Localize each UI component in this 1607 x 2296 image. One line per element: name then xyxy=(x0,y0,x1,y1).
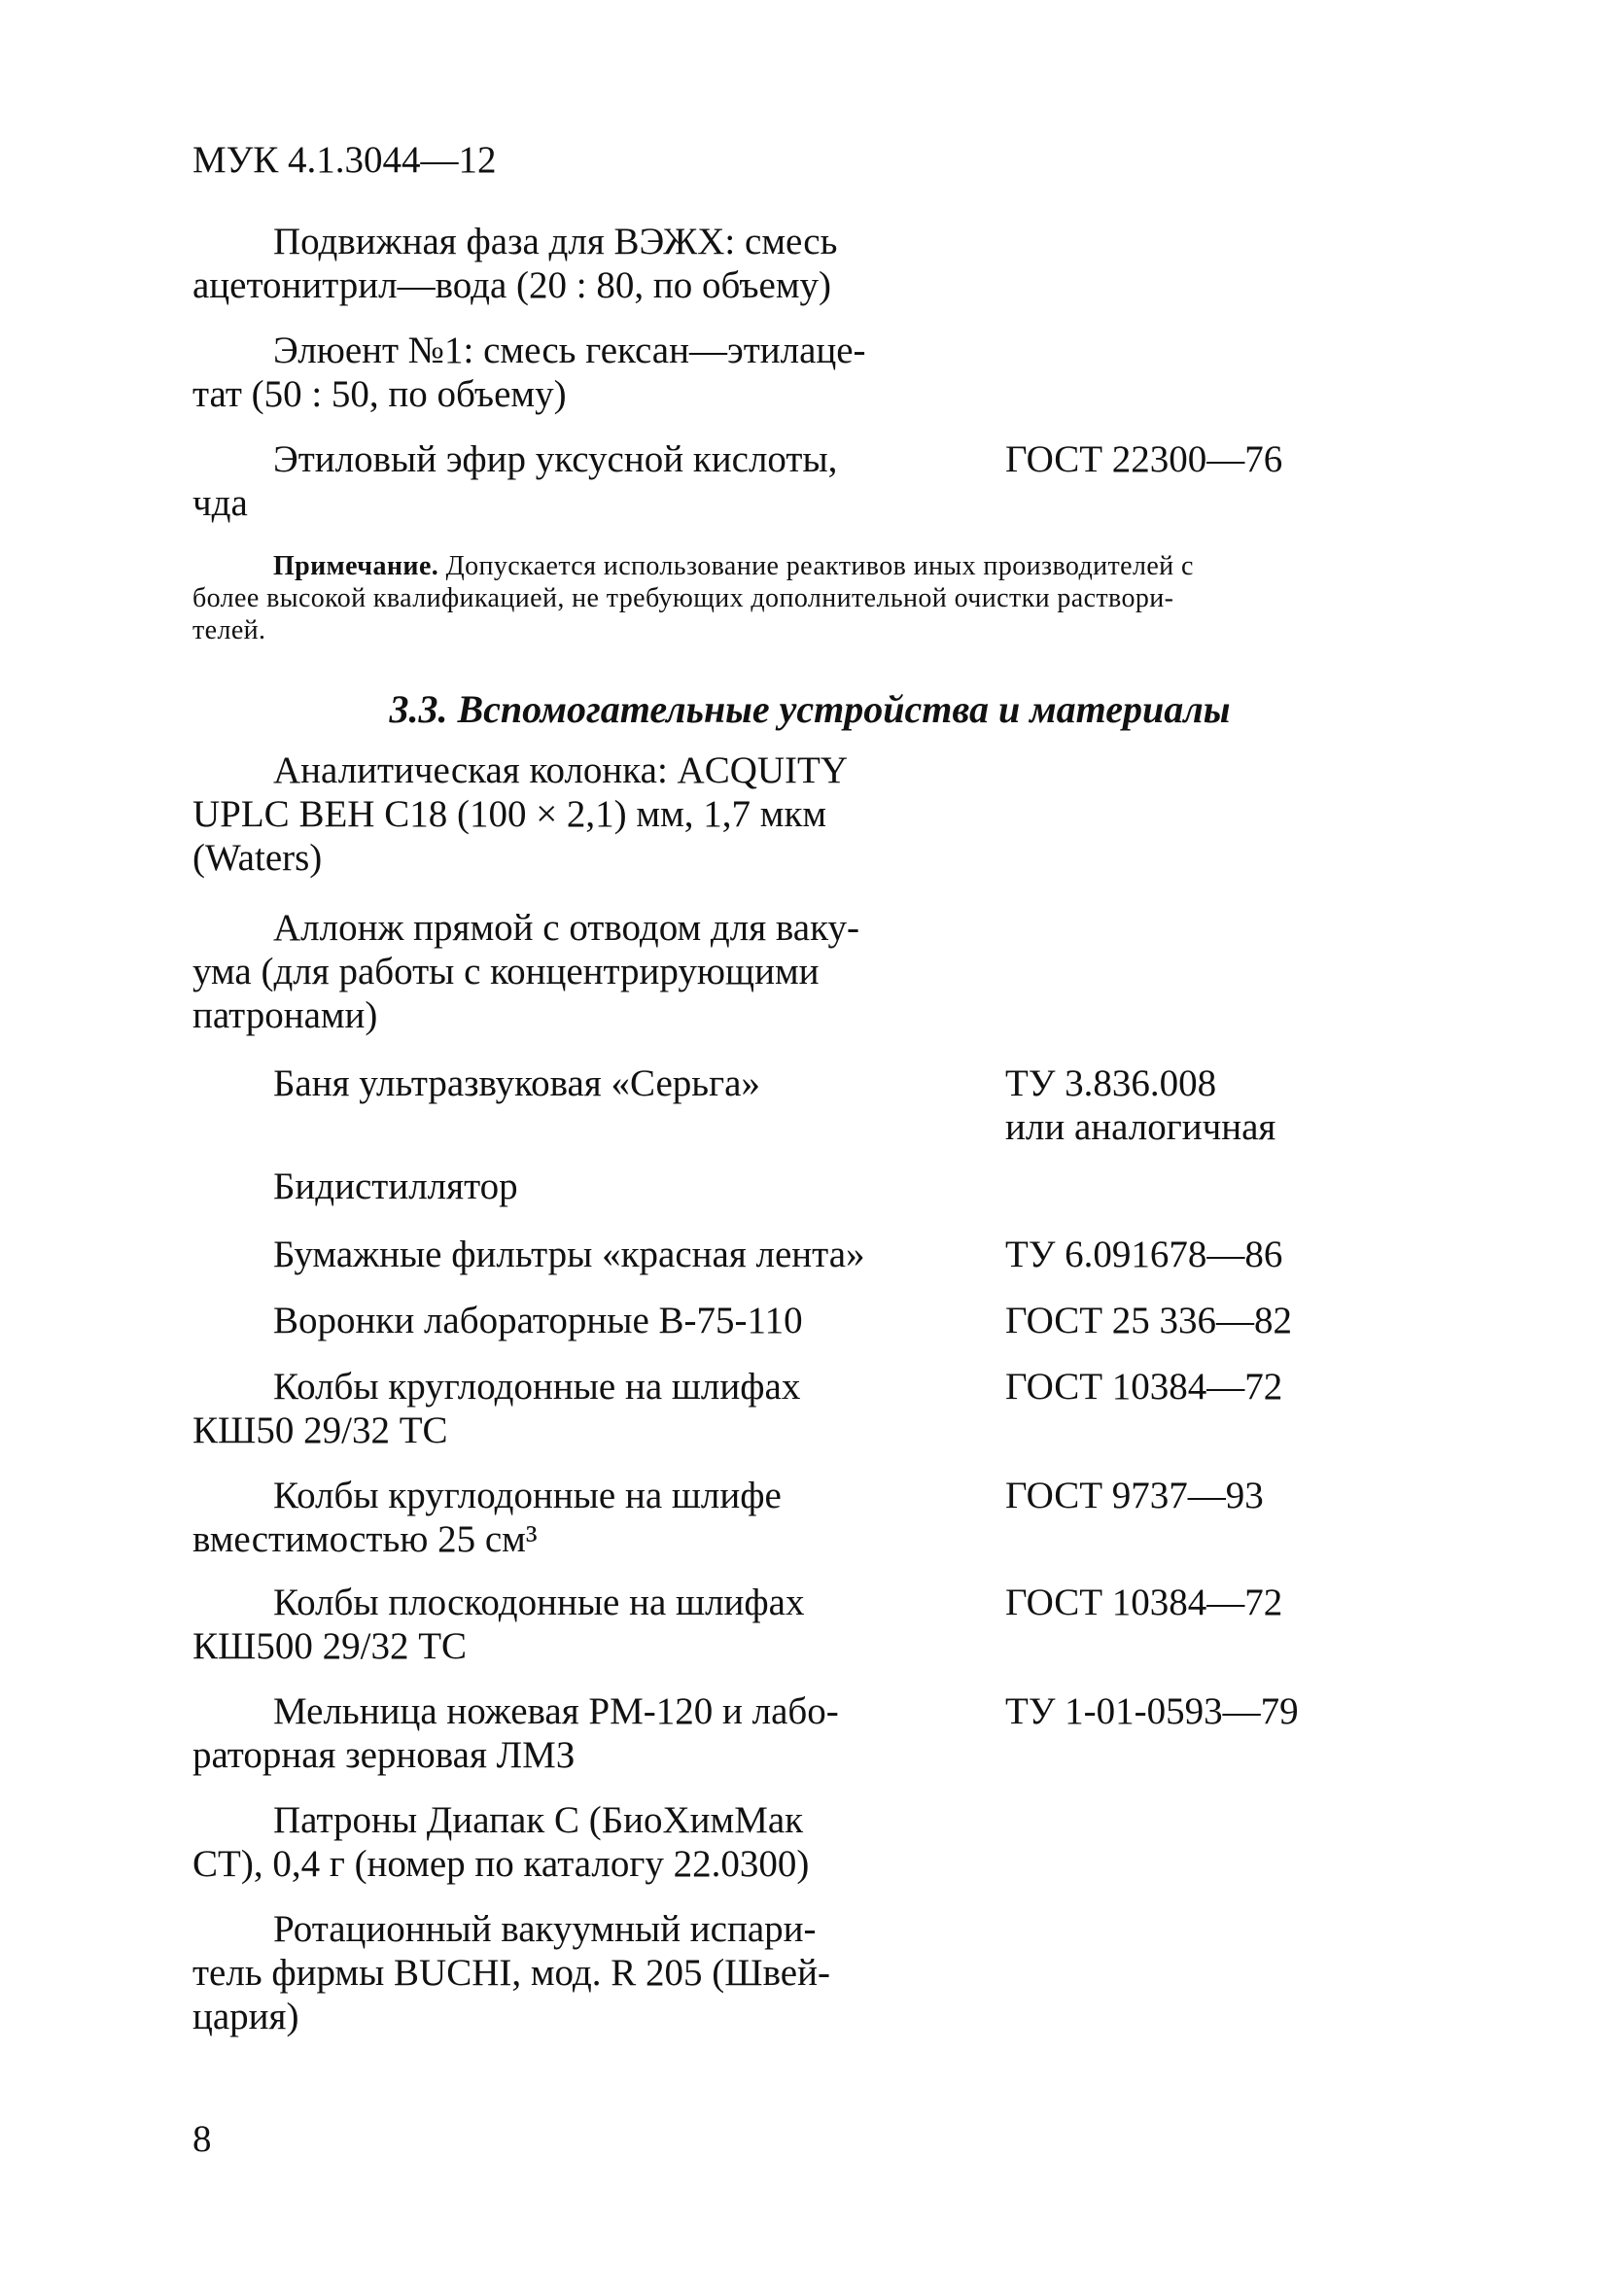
entry-line: ума (для работы с концентрирующими xyxy=(192,951,820,992)
note-block xyxy=(192,550,1427,646)
entry-description xyxy=(192,1165,951,1208)
entry-line: (Waters) xyxy=(192,837,323,879)
entry-standard xyxy=(1005,1581,1394,1624)
entry-line: Баня ультразвуковая «Серьга» xyxy=(273,1062,760,1104)
entry-description xyxy=(192,1689,951,1777)
note-line: телей. xyxy=(192,615,266,645)
standard-line: ТУ 1-01-0593—79 xyxy=(1005,1690,1299,1732)
note-line xyxy=(192,550,1427,582)
entry-line: ацетонитрил—вода (20 : 80, по объему) xyxy=(192,264,832,306)
entry-line: Этиловый эфир уксусной кислоты, xyxy=(273,438,838,480)
entry-line: Колбы круглодонные на шлифе xyxy=(273,1475,782,1516)
standard-line: ГОСТ 10384—72 xyxy=(1005,1582,1283,1623)
entry-description xyxy=(192,1061,951,1105)
entry-description xyxy=(192,1907,951,2038)
entry-description xyxy=(192,1581,951,1668)
entry-line: Патроны Диапак С (БиоХимМак xyxy=(273,1799,804,1841)
entry-line: Аналитическая колонка: ACQUITY xyxy=(273,749,849,791)
entry-line: Бидистиллятор xyxy=(273,1165,518,1207)
entry-description xyxy=(192,748,951,880)
entry-standard xyxy=(1005,1061,1394,1149)
standard-line: ТУ 6.091678—86 xyxy=(1005,1234,1283,1275)
entry-line: раторная зерновая ЛМЗ xyxy=(192,1734,576,1776)
entry-line: Элюент №1: смесь гексан—этилаце- xyxy=(273,330,866,371)
entry-line: патронами) xyxy=(192,994,378,1036)
entry-standard xyxy=(1005,1689,1394,1733)
entry-line: Воронки лабораторные В-75-110 xyxy=(273,1300,803,1341)
entry-standard xyxy=(1005,1233,1394,1276)
entry-standard xyxy=(1005,1474,1394,1517)
entry-line: Ротационный вакуумный испари- xyxy=(273,1908,817,1950)
entry-description xyxy=(192,1299,951,1342)
entry-description xyxy=(192,1233,951,1276)
entry-description xyxy=(192,437,951,525)
entry-line: тат (50 : 50, по объему) xyxy=(192,373,567,415)
entry-line: КШ500 29/32 ТС xyxy=(192,1625,468,1667)
entry-line: Подвижная фаза для ВЭЖХ: смесь xyxy=(273,221,838,262)
standard-line: ТУ 3.836.008 xyxy=(1005,1062,1217,1104)
standard-line: ГОСТ 9737—93 xyxy=(1005,1475,1264,1516)
entry-line: Аллонж прямой с отводом для ваку- xyxy=(273,907,859,949)
entry-line: тель фирмы BUCHI, мод. R 205 (Швей- xyxy=(192,1952,830,1994)
entry-standard xyxy=(1005,437,1394,481)
note-text: Допускается использование реактивов иных производителей с xyxy=(445,551,1194,581)
standard-line: ГОСТ 25 336—82 xyxy=(1005,1300,1293,1341)
entry-line: UPLC BEH C18 (100 × 2,1) мм, 1,7 мкм xyxy=(192,793,827,835)
standard-line: ГОСТ 22300—76 xyxy=(1005,438,1283,480)
page-number: 8 xyxy=(192,2118,212,2160)
entry-line: Колбы плоскодонные на шлифах xyxy=(273,1582,805,1623)
entry-standard xyxy=(1005,1299,1394,1342)
note-line: более высокой квалификацией, не требующих дополнительной очистки раствори- xyxy=(192,583,1174,613)
entry-description xyxy=(192,906,951,1037)
section-heading: 3.3. Вспомогательные устройства и материалы xyxy=(389,687,1231,731)
entry-line: цария) xyxy=(192,1996,299,2037)
entry-line: Колбы круглодонные на шлифах xyxy=(273,1366,801,1408)
entry-line: вместимостью 25 см³ xyxy=(192,1518,538,1560)
entry-description xyxy=(192,1365,951,1452)
entry-line: чда xyxy=(192,482,248,524)
entry-line: СТ), 0,4 г (номер по каталогу 22.0300) xyxy=(192,1843,810,1885)
note-label: Примечание. xyxy=(273,551,439,581)
entry-description xyxy=(192,220,951,307)
entry-line: КШ50 29/32 ТС xyxy=(192,1409,448,1451)
entry-description xyxy=(192,1798,951,1886)
standard-line: ГОСТ 10384—72 xyxy=(1005,1366,1283,1408)
entry-line: Мельница ножевая РМ-120 и лабо- xyxy=(273,1690,839,1732)
doc-code-header: МУК 4.1.3044—12 xyxy=(192,139,497,181)
entry-line: Бумажные фильтры «красная лента» xyxy=(273,1234,865,1275)
entry-description xyxy=(192,1474,951,1561)
standard-line: или аналогичная xyxy=(1005,1106,1276,1148)
entry-standard xyxy=(1005,1365,1394,1409)
entry-description xyxy=(192,329,951,416)
